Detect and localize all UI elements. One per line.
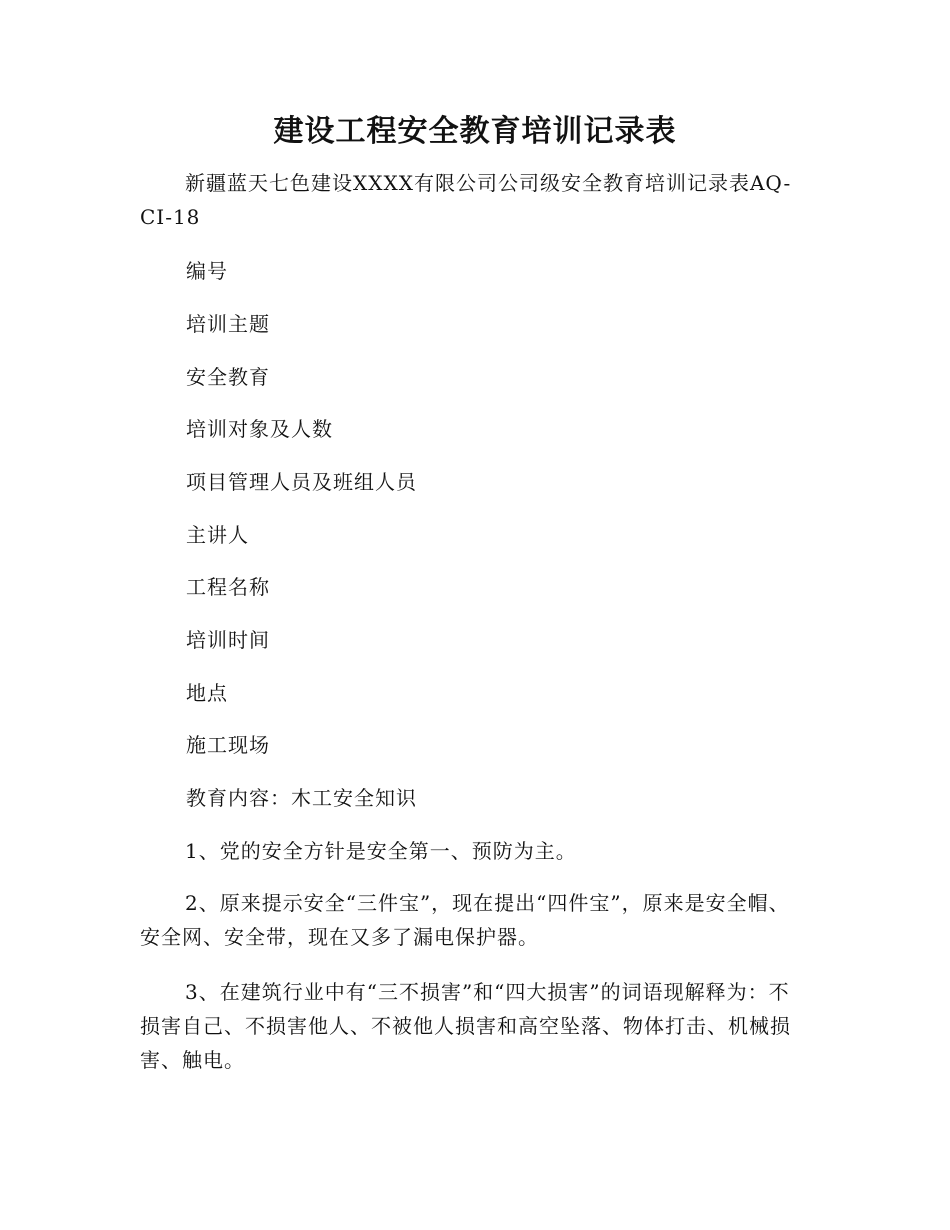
document-title: 建设工程安全教育培训记录表 (273, 114, 677, 149)
field-training-topic-label: 培训主题 (186, 312, 270, 336)
field-project-name-label: 工程名称 (186, 575, 270, 599)
field-location-value: 施工现场 (186, 733, 270, 757)
content-item-2: 2、原来提示安全“三件宝”，现在提出“四件宝”，原来是安全帽、安全网、安全带，现在又多了漏电保护器。 (140, 891, 790, 949)
field-education-content: 教育内容：木工安全知识 (186, 786, 417, 810)
field-serial-number: 编号 (186, 259, 228, 283)
intro-paragraph: 新疆蓝天七色建设XXXX有限公司公司级安全教育培训记录表AQ-CI-18 (140, 171, 792, 229)
field-training-time-label: 培训时间 (186, 628, 270, 652)
field-training-topic-value: 安全教育 (186, 365, 270, 389)
field-lecturer-label: 主讲人 (186, 523, 249, 547)
field-trainees-label: 培训对象及人数 (186, 417, 333, 441)
field-trainees-value: 项目管理人员及班组人员 (186, 470, 417, 494)
content-item-1: 1、党的安全方针是安全第一、预防为主。 (185, 839, 577, 863)
field-location-label: 地点 (186, 681, 228, 705)
content-item-3: 3、在建筑行业中有“三不损害”和“四大损害”的词语现解释为：不损害自己、不损害他人、不被他人损害和高空坠落、物体打击、机械损害、触电。 (140, 980, 791, 1072)
